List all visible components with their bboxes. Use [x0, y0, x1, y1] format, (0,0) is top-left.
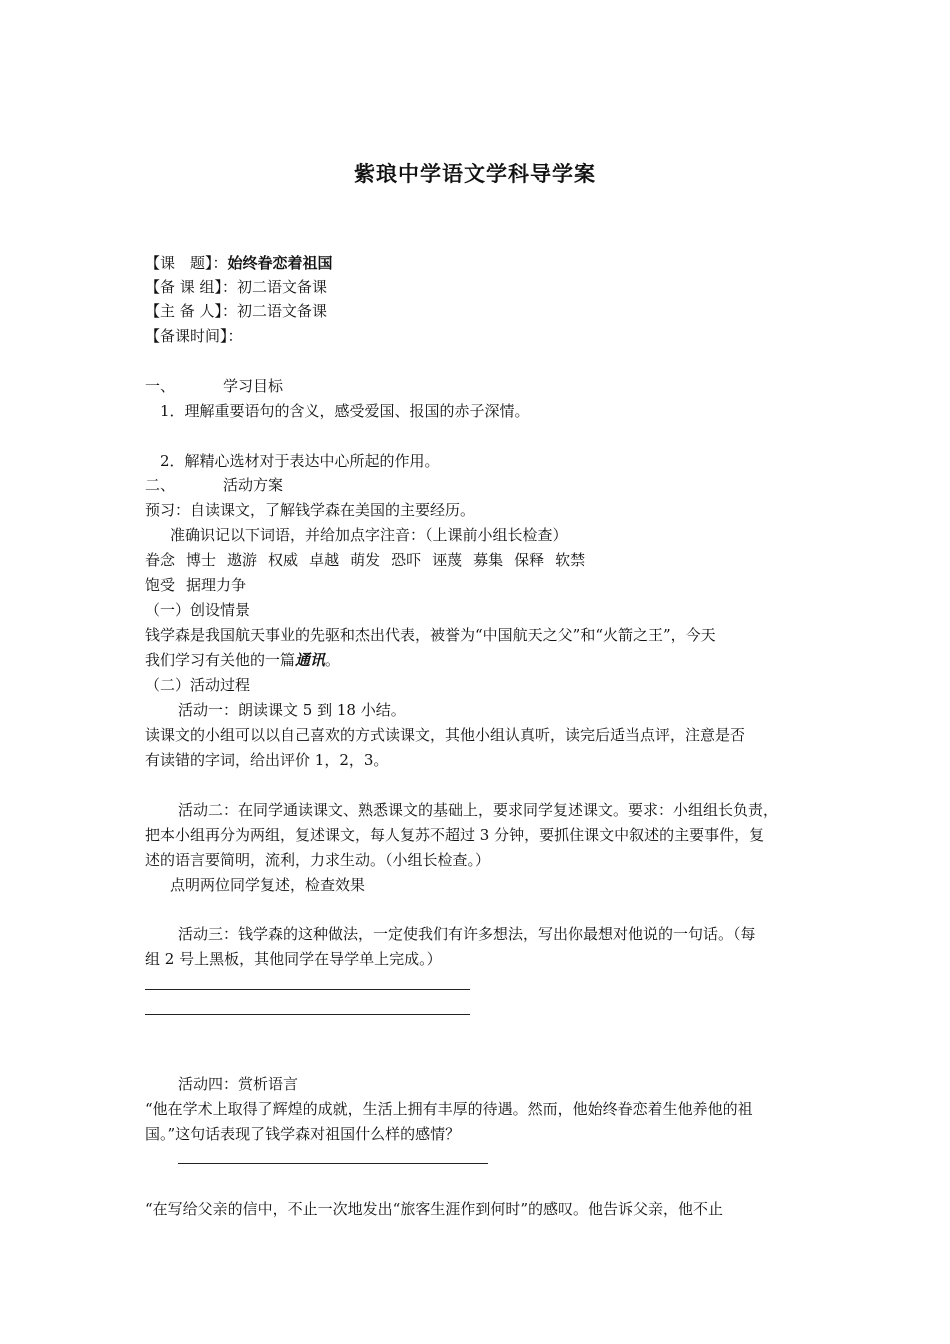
vocab-row	[145, 573, 257, 597]
answer-line	[145, 1014, 470, 1015]
goal-item: 1．理解重要语句的含义，感受爱国、报国的赤子深情。	[160, 402, 530, 420]
activity3-text: 组 2 号上黑板，其他同学在导学单上完成。）	[145, 950, 442, 968]
answer-line	[178, 1163, 488, 1164]
activity1-text: 有读错的字词，给出评价 1，2，3。	[145, 751, 389, 769]
lead-label: 【主 备 人】：	[145, 302, 238, 320]
topic-value: 始终眷恋着祖国	[227, 254, 333, 272]
activity4-title: 活动四：赏析语言	[178, 1075, 299, 1093]
lead-line	[145, 299, 327, 323]
preview-text: 预习：自读课文，了解钱学森在美国的主要经历。	[145, 501, 476, 519]
vocab-intro: 准确识记以下词语，并给加点字注音：（上课前小组长检查）	[170, 526, 568, 544]
section1-num: 一、	[145, 377, 176, 395]
group-value: 初二语文备课	[237, 278, 328, 296]
activity2-note: 点明两位同学复述，检查效果	[170, 876, 366, 894]
activity4-quote: “在写给父亲的信中，不止一次地发出“旅客生涯作到何时”的感叹。他告诉父亲，他不止	[145, 1200, 724, 1218]
page-title: 紫琅中学语文学科导学案	[354, 162, 596, 186]
time-line	[145, 324, 243, 348]
activity4-question: 国。”这句话表现了钱学森对祖国什么样的感情？	[145, 1125, 461, 1143]
vocab-word: 萌发	[350, 551, 381, 569]
part1-text-pre: 我们学习有关他的一篇	[145, 651, 296, 669]
activity2-text: 活动二：在同学通读课文、熟悉课文的基础上，要求同学复述课文。要求：小组组长负责，	[178, 801, 779, 819]
goal-item: 2．解精心选材对于表达中心所起的作用。	[160, 452, 440, 470]
vocab-word: 眷念	[145, 551, 176, 569]
vocab-word: 博士	[186, 551, 217, 569]
section1-heading	[145, 374, 283, 398]
topic-line	[145, 251, 333, 275]
vocab-word: 饱受	[145, 576, 176, 594]
section2-title: 活动方案	[223, 476, 284, 494]
part1-text-line: 钱学森是我国航天事业的先驱和杰出代表，被誉为“中国航天之父”和“火箭之王”，今天	[145, 626, 716, 644]
activity2-text: 把本小组再分为两组，复述课文，每人复苏不超过 3 分钟，要抓住课文中叙述的主要事件，复	[145, 826, 765, 844]
vocab-word: 恐吓	[391, 551, 422, 569]
part1-text-post: 。	[325, 651, 341, 669]
vocab-word: 卓越	[309, 551, 340, 569]
vocab-word: 诬蔑	[432, 551, 463, 569]
vocab-word: 募集	[473, 551, 504, 569]
vocab-word: 保释	[514, 551, 545, 569]
vocab-word: 据理力争	[186, 576, 247, 594]
section1-title: 学习目标	[223, 377, 284, 395]
activity4-quote: “他在学术上取得了辉煌的成就，生活上拥有丰厚的待遇。然而，他始终眷恋着生他养他的祖	[145, 1100, 753, 1118]
section2-heading	[145, 473, 283, 497]
vocab-row	[145, 548, 596, 572]
part2-heading: （二）活动过程	[145, 676, 251, 694]
time-label: 【备课时间】：	[145, 327, 243, 345]
part1-heading: （一）创设情景	[145, 601, 251, 619]
answer-line	[145, 989, 470, 990]
group-line	[145, 275, 327, 299]
section2-num: 二、	[145, 476, 176, 494]
vocab-word: 软禁	[555, 551, 586, 569]
lead-value: 初二语文备课	[237, 302, 328, 320]
emphasis-word: 通讯	[295, 651, 326, 669]
vocab-word: 权威	[268, 551, 299, 569]
part1-text-line	[145, 648, 340, 672]
activity3-text: 活动三：钱学森的这种做法，一定使我们有许多想法，写出你最想对他说的一句话。（每	[178, 925, 756, 943]
topic-label: 【课 题】：	[145, 254, 228, 272]
vocab-word: 遨游	[227, 551, 258, 569]
activity2-text: 述的语言要简明，流利，力求生动。（小组长检查。）	[145, 851, 491, 869]
group-label: 【备 课 组】：	[145, 278, 238, 296]
activity1-text: 读课文的小组可以以自己喜欢的方式读课文，其他小组认真听，读完后适当点评，注意是否	[145, 726, 746, 744]
activity1-title: 活动一：朗读课文 5 到 18 小结。	[178, 701, 406, 719]
